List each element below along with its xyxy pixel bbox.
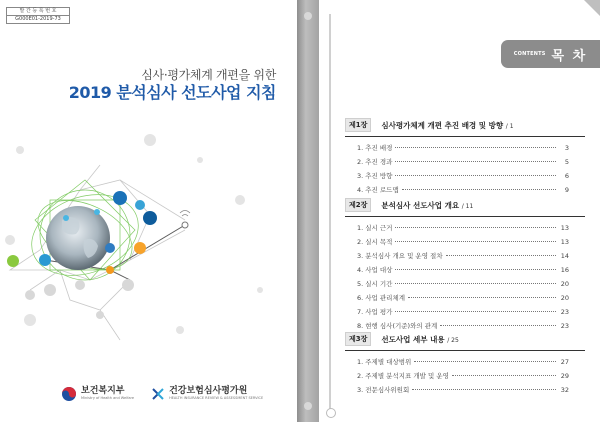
contents-tab-en: CONTENTS — [513, 51, 546, 57]
toc-item[interactable]: 3. 전문심사위원회 32 — [357, 386, 569, 394]
contents-tab — [501, 40, 600, 68]
chapter-title: 심사평가체계 개편 추진 배경 및 방향 / 1 — [381, 120, 514, 130]
contents-tab-ko: 목 차 — [551, 48, 588, 64]
registration-number: G000E01-2019-73 — [7, 15, 69, 23]
chapter-1 — [345, 116, 585, 197]
chapter-number: 제2장 — [345, 198, 371, 212]
toc-item[interactable]: 1. 추진 배경 3 — [357, 144, 569, 152]
hira-logo — [152, 386, 263, 401]
contents-page — [319, 0, 600, 422]
toc-item[interactable]: 4. 사업 대상 16 — [357, 266, 569, 274]
page-corner — [584, 0, 600, 16]
cover-subtitle: 심사·평가체계 개편을 위한 — [141, 68, 276, 82]
chapter-title: 분석심사 선도사업 개요 / 11 — [381, 200, 474, 210]
toc-item[interactable]: 1. 실시 근거 13 — [357, 224, 569, 232]
toc-item[interactable]: 4. 추진 로드맵 9 — [357, 186, 569, 194]
chapter-page: / 11 — [461, 202, 474, 210]
chapter-3 — [345, 330, 585, 397]
chapter-heading[interactable] — [345, 330, 585, 351]
toc-item[interactable]: 2. 추진 경과 5 — [357, 158, 569, 166]
hira-name: 건강보험심사평가원 — [169, 386, 248, 396]
toc-item[interactable]: 2. 주제별 분석지표 개발 및 운영 29 — [357, 372, 569, 380]
binding-hole — [304, 12, 312, 20]
publisher-logos — [62, 386, 263, 401]
cover-title: 2019 분석심사 선도사업 지침 — [68, 83, 276, 102]
registration-label: 발 간 등 록 번 호 — [19, 8, 57, 14]
chapter-heading[interactable] — [345, 116, 585, 137]
decorative-line — [329, 14, 331, 414]
chapter-title: 선도사업 세부 내용 / 25 — [381, 334, 459, 344]
mohw-logo — [62, 386, 134, 401]
toc-item[interactable]: 2. 실시 목적 13 — [357, 238, 569, 246]
cover-page — [0, 0, 297, 422]
toc-item[interactable]: 6. 사업 관리체계 20 — [357, 294, 569, 302]
taegeuk-icon — [62, 387, 76, 401]
toc-item[interactable]: 1. 주제별 대상범위 27 — [357, 358, 569, 366]
binding-hole — [304, 402, 312, 410]
mohw-english: Ministry of Health and Welfare — [81, 396, 135, 400]
chapter-number: 제1장 — [345, 118, 371, 132]
toc-item[interactable]: 3. 분석심사 개요 및 운영 절차 14 — [357, 252, 569, 260]
registration-number-box — [6, 7, 70, 24]
toc-item[interactable]: 7. 사업 평가 23 — [357, 308, 569, 316]
chapter-page: / 1 — [505, 122, 514, 130]
chapter-number: 제3장 — [345, 332, 371, 346]
toc-item[interactable]: 3. 추진 방향 6 — [357, 172, 569, 180]
book-spine — [297, 0, 319, 422]
hira-english: HEALTH INSURANCE REVIEW & ASSESSMENT SERVICE — [169, 396, 264, 400]
toc-item[interactable]: 8. 현행 심사(기준)와의 관계 23 — [357, 322, 569, 330]
toc-item[interactable]: 5. 실시 기간 20 — [357, 280, 569, 288]
globe-network-illustration — [0, 120, 297, 360]
chapter-page: / 25 — [447, 336, 459, 344]
chapter-2 — [345, 196, 585, 333]
chapter-heading[interactable] — [345, 196, 585, 217]
hira-symbol-icon — [152, 387, 164, 401]
mohw-name: 보건복지부 — [81, 386, 125, 396]
